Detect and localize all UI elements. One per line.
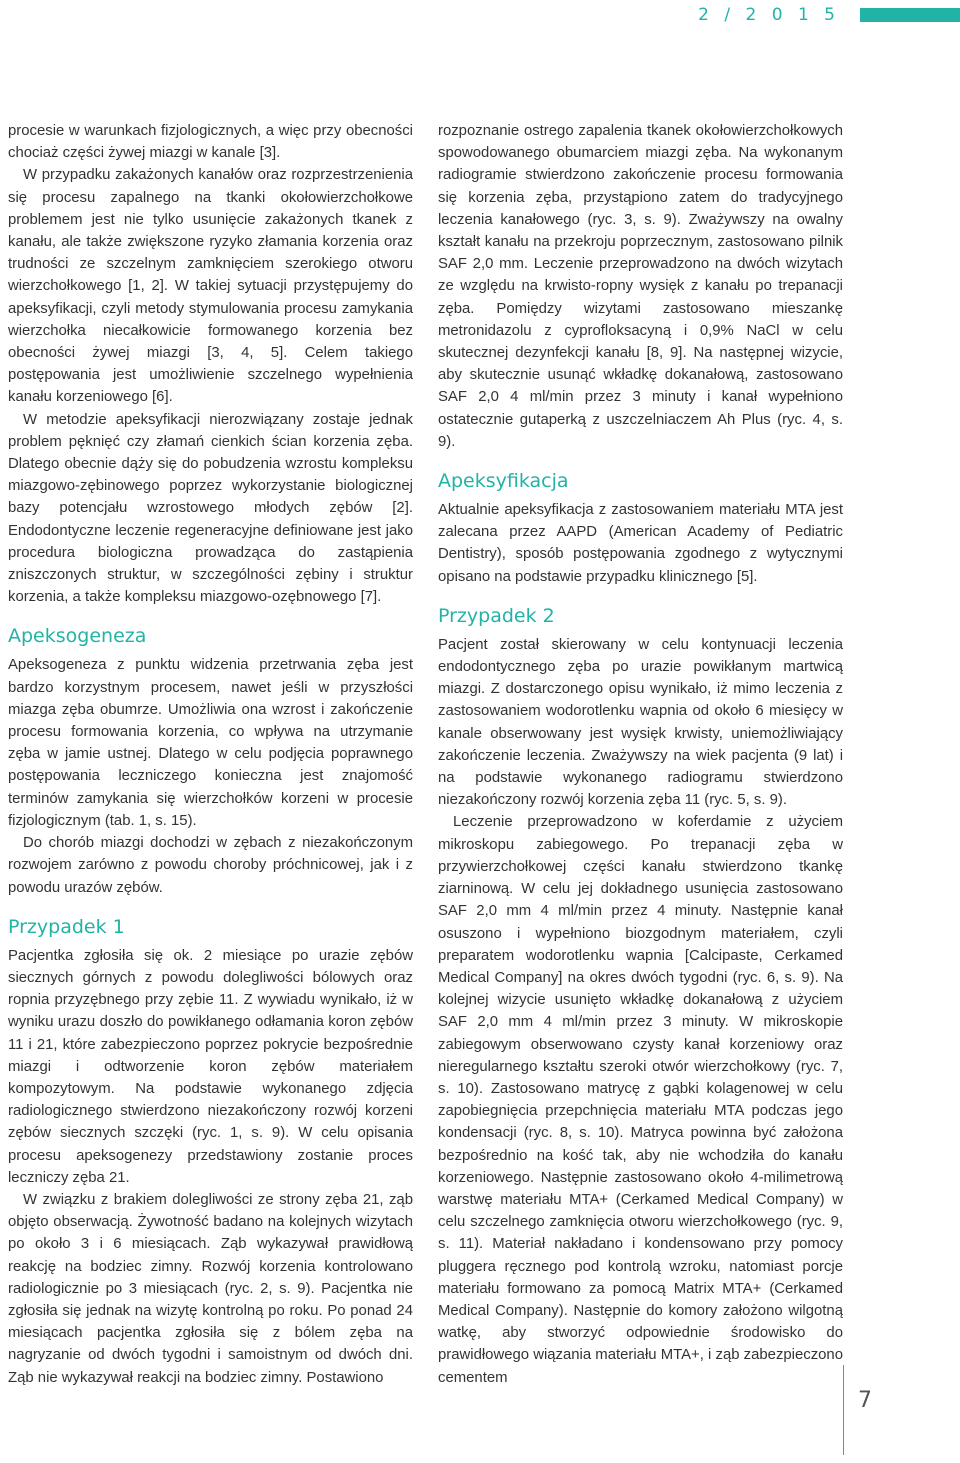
paragraph: W przypadku zakażonych kanałów oraz rozprzestrzenienia się procesu zapalnego na tkanki okołowierzchołkowe problemem jest nie tylko usunięcie zakażonych tkanek z kanału, ale także zwiększone ryzyko złamania korzenia oraz trudności ze szczelnym zamknięciem szerokiego otworu wierzchołkowego [1, 2]. W takiej sytuacji przystępujemy do apeksyfikacji, czyli metody stymulowania procesu zamykania wierzchołka niecałkowicie formowanego korzenia bez obecności żywej miazgi [3, 4, 5]. Celem takiego postępowania jest umożliwienie szczelnego wypełnienia kanału korzeniowego [6]. (8, 167, 413, 406)
paragraph: Aktualnie apeksyfikacja z zastosowaniem materiału MTA jest zalecana przez AAPD (American Academy of Pediatric Dentistry), sposób postępowania zgodnego z wytycznymi opisano na podstawie przypadku klinicznego [5]. (438, 502, 843, 585)
issue-number: 2 / 2 0 1 5 (698, 5, 840, 25)
paragraph: Pacjentka zgłosiła się ok. 2 miesiące po urazie zębów siecznych górnych z powodu dolegliwości bólowych oraz ropnia przyzębnego przy zębie 11. Z wywiadu wynikało, iż w wyniku urazu doszło do powikłanego odłamania koron zębów 11 i 21, które zabezpieczono poprzez pokrycie bezpośrednie miazgi i odtworzenie koron zębów materiałem kompozytowym. Na podstawie wykonanego zdjęcia radiologicznego stwierdzono niezakończony rozwój korzeni zębów siecznych szczęki (ryc. 1, s. 9). W celu opisania procesu apeksogenezy przedstawiony zostanie proces leczniczy zęba 21. (8, 947, 413, 1186)
left-column (8, 120, 413, 1389)
paragraph: Leczenie przeprowadzono w koferdamie z użyciem mikroskopu zabiegowego. Po trepanacji zęba w przywierzchołkowej części kanału stwierdzono tkankę ziarninową. W celu jej dokładnego usunięcia zastosowano SAF 2,0 mm 4 ml/min przez 4 minuty. Następnie kanał osuszono i wypełniono biozgodnym materiałem, czyli preparatem wodorotlenku wapnia [Calcipaste, Cerkamed Medical Company] na okres dwóch tygodni (ryc. 6, s. 9). Na kolejnej wizycie usunięto wkładkę dokanałową z użyciem SAF 2,0 mm 4 ml/min przez 3 minuty. W mikroskopie zabiegowym obserwowano czysty kanał korzeniowy oraz nieregularnego kształtu szeroki otwór wierzchołkowy (ryc. 7, s. 10). Zastosowano matrycę z gąbki kolagenowej w celu zapobiegnięcia przepchnięcia materiału MTA podczas jego kondensacji (ryc. 8, s. 10). Matryca powinna być założona bezpośrednio na kość tak, aby nie wchodziła do kanału korzeniowego. Następnie zastosowano około 4-milimetrową warstwę materiału MTA+ (Cerkamed Medical Company) w celu szczelnego zamknięcia otworu wierzchołkowego (ryc. 9, s. 11). Materiał nakładano i kondensowano przy pomocy pluggera ręcznego pod kontrolą wzroku, natomiast porcje materiału formowano za pomocą Matrix MTA+ (Cerkamed Medical Company). Następnie do komory założono wilgotną watkę, aby stworzyć odpowiednie środowisko do prawidłowego wiązania materiału MTA+, i ząb zabezpieczono cementem (438, 814, 843, 1386)
paragraph: Pacjent został skierowany w celu kontynuacji leczenia endodontycznego zęba po urazie powikłanym martwicą miazgi. Z dostarczonego opisu wynikało, iż mimo leczenia z zastosowaniem wodorotlenku wapnia od około 6 miesięcy w kanale obserwowany jest wysięk krwisty, uniemożliwiający zakończenie leczenia. Zważywszy na wiek pacjenta (9 lat) i na podstawie wykonanego radiogramu stwierdzono niezakończony rozwój korzenia zęba 11 (ryc. 5, s. 9). (438, 636, 843, 809)
page-number-rule (843, 1365, 844, 1455)
paragraph: rozpoznanie ostrego zapalenia tkanek okołowierzchołkowych spowodowanego obumarciem miazgi zęba. Na wykonanym radiogramie stwierdzono zakończenie procesu formowania się korzenia zęba, przystąpiono zatem do tradycyjnego leczenia kanałowego (ryc. 3, s. 9). Zważywszy na owalny kształt kanału na przekroju poprzecznym, zastosowano pilnik SAF 2,0 mm. Leczenie przeprowadzono na dwóch wizytach ze względu na krwisto-ropny wysięk z kanału po trepanacji zęba. Pomiędzy wizytami zastosowano mieszankę metronidazolu z cyprofloksacyną i 0,9% NaCl w celu skutecznej dezynfekcji kanału [8, 9]. Na następnej wizycie, aby skutecznie usunąć wkładkę dokanałową, zastosowano SAF 2,0 4 ml/min przez 3 minuty i kanał wypełniono ostatecznie gutaperką z uszczelniaczem Ah Plus (ryc. 4, s. 9). (438, 123, 843, 450)
page-number: 7 (858, 1388, 872, 1413)
paragraph: procesie w warunkach fizjologicznych, a więc przy obecności chociaż części żywej miazgi w kanale [3]. (8, 123, 413, 162)
right-column (438, 120, 843, 1389)
header-accent-bar (860, 8, 960, 22)
section-heading-przypadek-1: Przypadek 1 (8, 915, 125, 938)
paragraph: W metodzie apeksyfikacji nierozwiązany zostaje jednak problem pęknięć czy złamań cienkich ścian korzenia zęba. Dlatego obecnie dąży się do pobudzenia wzrostu kompleksu miazgowo-zębinowego poprzez wykorzystanie biologicznej bazy potencjału wzrostowego młodych zębów [2]. Endodontyczne leczenie regeneracyjne definiowane jest jako procedura biologiczna prowadząca do zastąpienia zniszczonych struktur, w szczególności zębiny i struktur korzenia, a także kompleksu miazgowo-ozębnowego [7]. (8, 411, 413, 606)
paragraph: Apeksogeneza z punktu widzenia przetrwania zęba jest bardzo korzystnym procesem, nawet jeśli w przyszłości miazga zęba obumrze. Umożliwia ona wzrost i zakończenie procesu formowania korzenia, co wpływa na utrzymanie zęba w jamie ustnej. Dlatego w celu podjęcia poprawnego postępowania leczniczego konieczna jest znajomość terminów zamykania się wierzchołków korzeni w procesie fizjologicznym (tab. 1, s. 15). (8, 657, 413, 829)
section-heading-apeksyfikacja: Apeksyfikacja (438, 470, 569, 493)
paragraph: W związku z brakiem dolegliwości ze strony zęba 21, ząb objęto obserwacją. Żywotność badano na kolejnych wizytach po około 3 i 6 miesiącach. Ząb wykazywał prawidłową reakcję na bodziec zimny. Rozwój korzenia kontrolowano radiologicznie po 3 miesiącach (ryc. 2, s. 9). Pacjentka nie zgłosiła się jednak na wizytę kontrolną po roku. Po ponad 24 miesiącach pacjentka zgłosiła się z bólem zęba na nagryzanie od dwóch tygodni i samoistnym od dwóch dni. Ząb nie wykazywał reakcji na bodziec zimny. Postawiono (8, 1191, 413, 1386)
paragraph: Do chorób miazgi dochodzi w zębach z niezakończonym rozwojem zarówno z powodu choroby próchnicowej, jak i z powodu urazów zębów. (8, 835, 413, 896)
section-heading-przypadek-2: Przypadek 2 (438, 604, 555, 627)
section-heading-apeksogeneza: Apeksogeneza (8, 625, 147, 648)
